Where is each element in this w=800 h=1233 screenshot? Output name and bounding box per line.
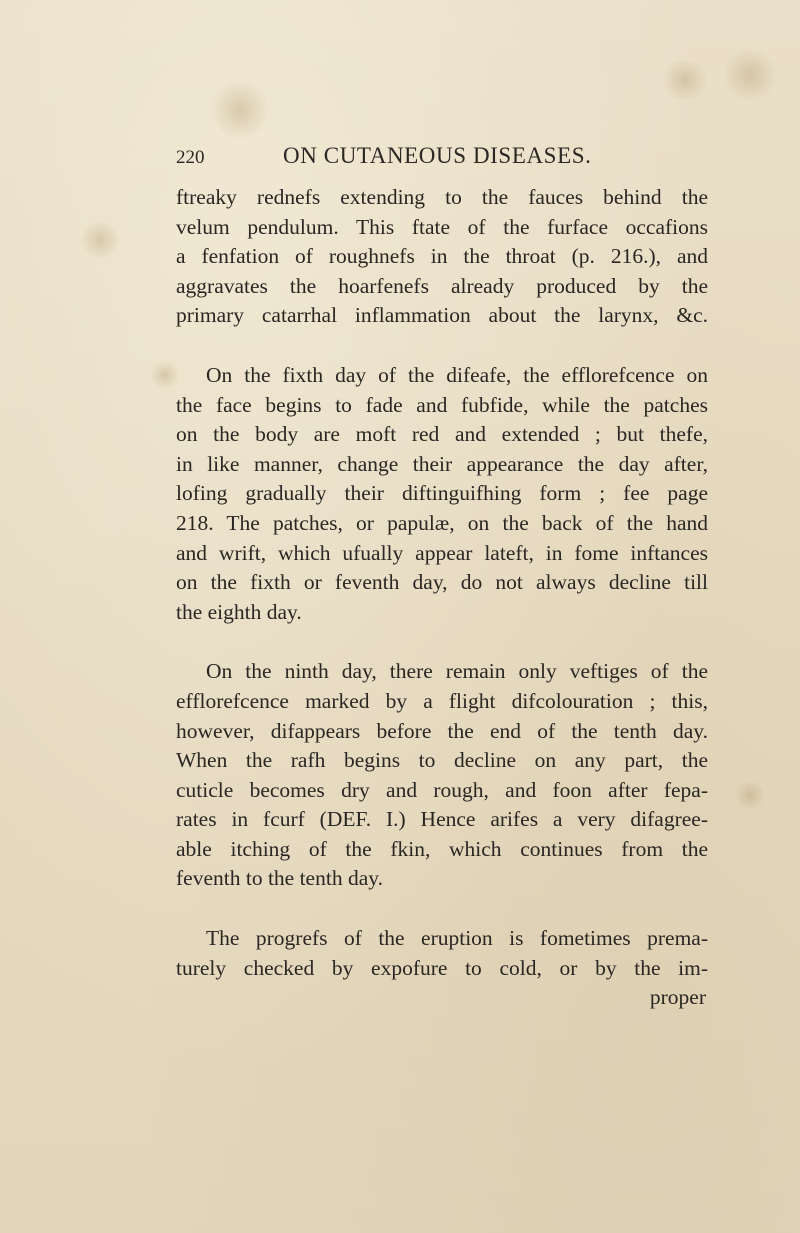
foxing-spot	[660, 60, 710, 100]
catchword: proper	[649, 985, 706, 1010]
text-line: primary catarrhal inflammation about the larynx, &c.	[176, 303, 708, 328]
paragraph-gap	[176, 331, 708, 361]
body-text	[176, 183, 708, 1013]
paragraph	[176, 183, 708, 331]
foxing-spot	[80, 220, 120, 260]
paragraph	[176, 924, 708, 983]
text-line: a fenfation of roughnefs in the throat (p. 216.), and	[176, 244, 708, 269]
text-line: lofing gradually their diftinguifhing form ; fee page	[176, 481, 708, 506]
text-line: aggravates the hoarfenefs already produced by the	[176, 273, 708, 298]
text-line: the face begins to fade and fubfide, while the patches	[176, 392, 708, 417]
page-header	[176, 143, 706, 175]
paragraph-gap	[176, 894, 708, 924]
text-line: in like manner, change their appearance the day after,	[176, 451, 708, 476]
text-line: velum pendulum. This ftate of the furface occafions	[176, 214, 708, 239]
page-number: 220	[176, 147, 205, 168]
text-line: turely checked by expofure to cold, or by the im-	[176, 955, 708, 980]
text-line: on the fixth or feventh day, do not always decline till	[176, 570, 708, 595]
text-line: 218. The patches, or papulæ, on the back of the hand	[176, 510, 708, 535]
text-line: The progrefs of the eruption is fometimes prema-	[206, 926, 708, 951]
text-line: On the fixth day of the difeafe, the efflorefcence on	[206, 362, 708, 387]
text-line: cuticle becomes dry and rough, and foon after fepa-	[176, 777, 708, 802]
paragraph	[176, 657, 708, 894]
paragraph-gap	[176, 627, 708, 657]
text-line: feventh to the tenth day.	[176, 866, 383, 891]
running-head: ON CUTANEOUS DISEASES.	[283, 143, 592, 168]
text-line: rates in fcurf (DEF. I.) Hence arifes a very difagree-	[176, 807, 708, 832]
text-line: able itching of the fkin, which continues from the	[176, 836, 708, 861]
text-line: When the rafh begins to decline on any part, the	[176, 748, 708, 773]
text-line: On the ninth day, there remain only veftiges of the	[206, 659, 708, 684]
text-line: on the body are moft red and extended ; but thefe,	[176, 422, 708, 447]
paragraph	[176, 361, 708, 627]
foxing-spot	[720, 50, 780, 100]
text-line: the eighth day.	[176, 599, 302, 624]
text-line: and wrift, which ufually appear lateft, in fome inftances	[176, 540, 708, 565]
text-line: however, difappears before the end of the tenth day.	[176, 718, 708, 743]
text-line: efflorefcence marked by a flight difcolouration ; this,	[176, 688, 708, 713]
foxing-spot	[735, 780, 765, 810]
text-line: ftreaky rednefs extending to the fauces behind the	[176, 185, 708, 209]
foxing-spot	[210, 80, 270, 140]
